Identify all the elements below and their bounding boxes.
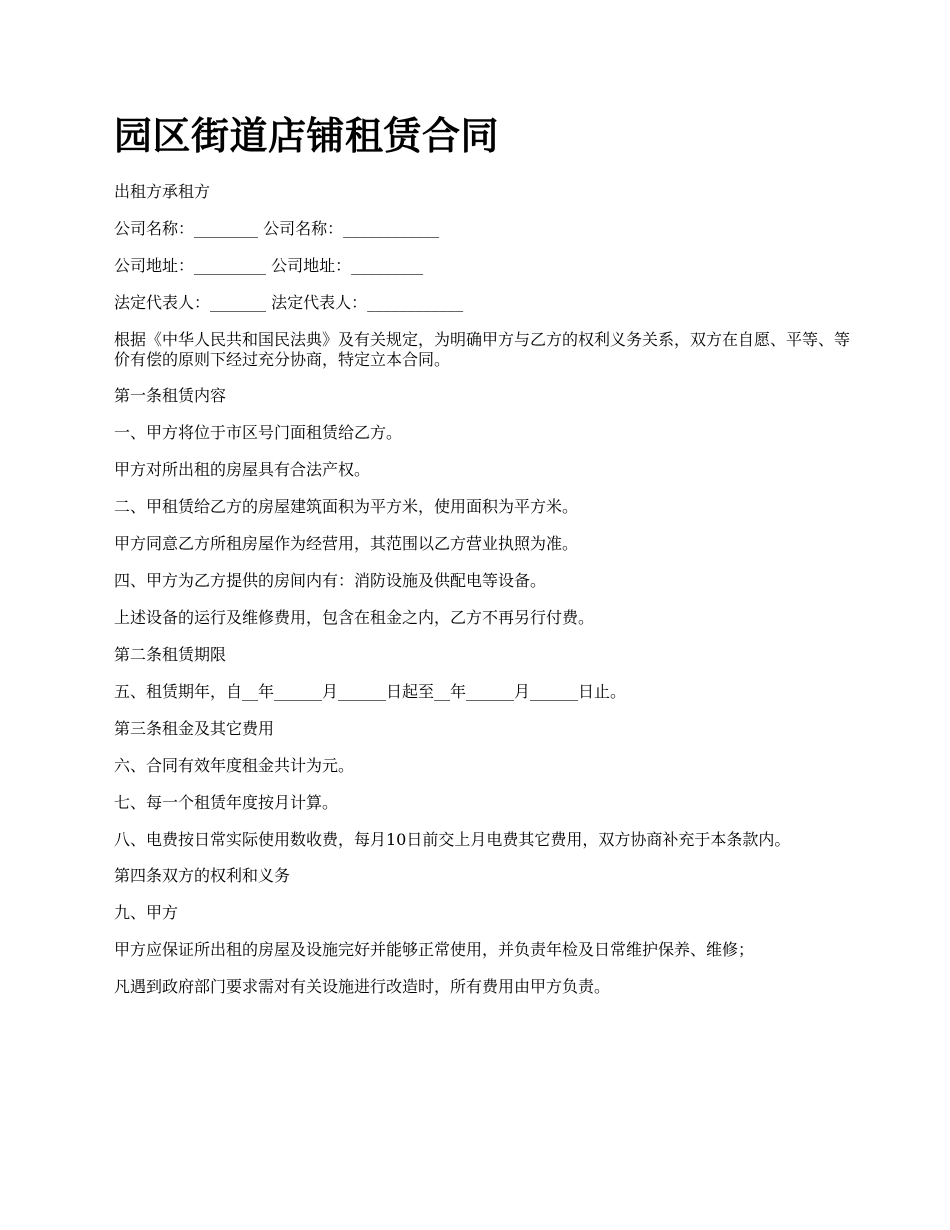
- clause-paragraph: 五、租赁期年，自__年______月______日起至__年______月______日止。: [114, 682, 627, 701]
- clause-paragraph: 四、甲方为乙方提供的房间内有：消防设施及供配电等设备。: [114, 571, 547, 590]
- clause-paragraph: 二、甲租赁给乙方的房屋建筑面积为平方米，使用面积为平方米。: [114, 497, 579, 516]
- clause-paragraph: 七、每一个租赁年度按月计算。: [114, 793, 339, 812]
- section-heading: 第一条租赁内容: [114, 386, 227, 405]
- section-heading: 第二条租赁期限: [114, 645, 227, 664]
- clause-paragraph: 六、合同有效年度租金共计为元。: [114, 756, 355, 775]
- clause-paragraph: 上述设备的运行及维修费用，包含在租金之内，乙方不再另行付费。: [114, 608, 595, 627]
- clause-paragraph: 一、甲方将位于市区号门面租赁给乙方。: [114, 423, 403, 442]
- clause-paragraph: 甲方同意乙方所租房屋作为经营用，其范围以乙方营业执照为准。: [114, 534, 579, 553]
- document-title: 园区街道店铺租赁合同: [114, 114, 500, 158]
- party-heading: 出租方承租方: [114, 182, 211, 201]
- clause-paragraph: 八、电费按日常实际使用数收费，每月10日前交上月电费其它费用，双方协商补充于本条款内。: [114, 830, 791, 849]
- clause-paragraph: 甲方应保证所出租的房屋及设施完好并能够正常使用，并负责年检及日常维护保养、维修；: [114, 940, 755, 959]
- clause-paragraph: 凡遇到政府部门要求需对有关设施进行改造时，所有费用由甲方负责。: [114, 977, 611, 996]
- section-heading: 第四条双方的权利和义务: [114, 866, 291, 885]
- company-address-line: 公司地址：_________ 公司地址：_________: [114, 256, 424, 275]
- company-name-line: 公司名称：________ 公司名称：____________: [114, 219, 440, 238]
- clause-paragraph: 甲方对所出租的房屋具有合法产权。: [114, 460, 371, 479]
- document-body: [114, 108, 854, 1014]
- clause-paragraph: 九、甲方: [114, 903, 179, 922]
- legal-representative-line: 法定代表人：_______ 法定代表人：____________: [114, 293, 464, 312]
- preamble-paragraph: 根据《中华人民共和国民法典》及有关规定，为明确甲方与乙方的权利义务关系，双方在自愿、平等、等价有偿的原则下经过充分协商，特定立本合同。: [114, 330, 851, 369]
- section-heading: 第三条租金及其它费用: [114, 719, 275, 738]
